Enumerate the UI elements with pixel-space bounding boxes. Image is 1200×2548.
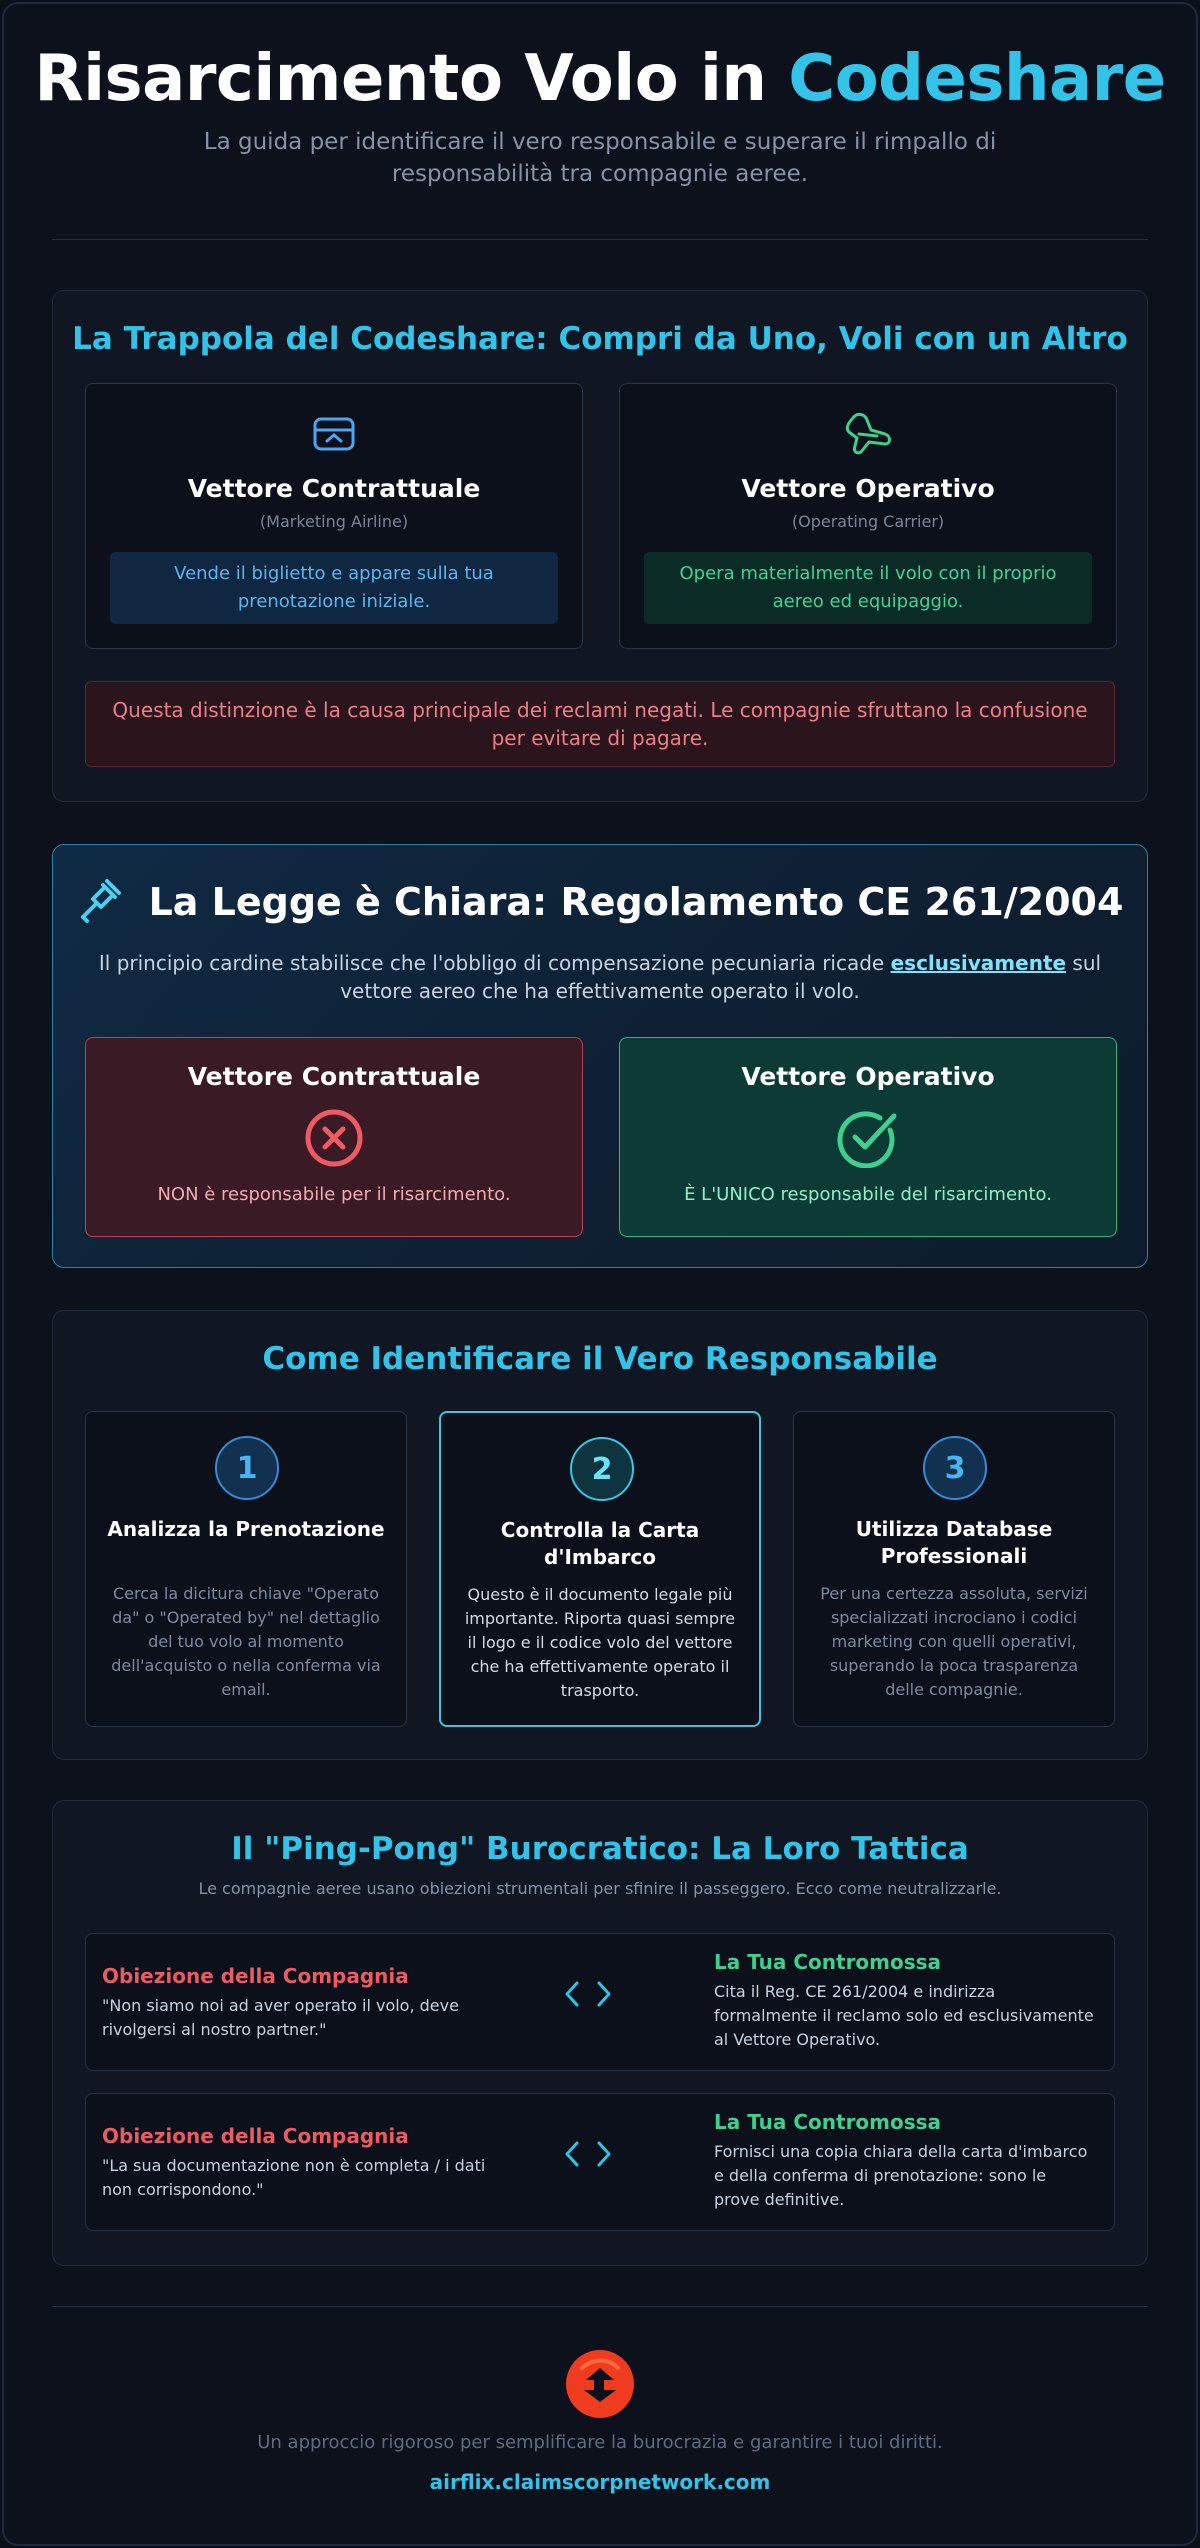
responsible-text: È L'UNICO responsabile del risarcimento. [684, 1184, 1052, 1205]
step-number: 1 [215, 1436, 279, 1500]
identify-section [52, 1310, 1148, 1760]
step-number: 2 [570, 1437, 634, 1501]
response-text: Fornisci una copia chiara della carta d'imbarco e della conferma di prenotazione: sono le prove definitive. [714, 2142, 1088, 2209]
contractual-carrier-card [85, 383, 583, 649]
responsible-title: Vettore Operativo [741, 1062, 995, 1091]
title-accent: Codeshare [788, 42, 1166, 116]
trap-section [52, 290, 1148, 802]
objection-label: Obiezione della Compagnia [102, 1964, 409, 1988]
trap-warning: Questa distinzione è la causa principale dei reclami negati. Le compagnie sfruttano la confusione per evitare di pagare. [85, 681, 1115, 767]
check-circle-icon [620, 1108, 1116, 1168]
not-responsible-title: Vettore Contrattuale [187, 1062, 481, 1091]
step-description: Cerca la dicitura chiave "Operato da" o "Operated by" nel dettaglio del tuo volo al momento dell'acquisto o nella conferma via email. [111, 1584, 381, 1699]
law-heading [53, 877, 1147, 927]
response-label: La Tua Contromossa [714, 2110, 942, 2134]
contractual-subtitle: (Marketing Airline) [259, 512, 409, 531]
footer-text: Un approccio rigoroso per semplificare la burocrazia e garantire i tuoi diritti. [257, 2432, 943, 2453]
law-desc-part: Il principio cardine stabilisce che l'obbligo di compensazione pecuniaria ricade [98, 951, 891, 975]
step-title: Analizza la Prenotazione [107, 1517, 385, 1541]
page-subtitle: La guida per identificare il vero responsabile e superare il rimpallo di responsabilità tra compagnie aeree. [203, 129, 997, 187]
operating-description: Opera materialmente il volo con il proprio aereo ed equipaggio. [644, 552, 1092, 624]
objection-text: "La sua documentazione non è completa / i dati non corrispondono." [102, 2156, 486, 2199]
x-circle-icon [86, 1108, 582, 1168]
step-description: Questo è il documento legale più importante. Riporta quasi sempre il logo e il codice volo del vettore che ha effettivamente operato il trasporto. [464, 1585, 736, 1700]
law-desc-part: sul vettore aereo che ha effettivamente operato il volo. [340, 951, 1102, 1003]
step-number: 3 [923, 1436, 987, 1500]
objection-row [85, 1933, 1115, 2071]
footer-divider [52, 2306, 1148, 2307]
pingpong-section [52, 1800, 1148, 2266]
operating-carrier-card [619, 383, 1117, 649]
not-responsible-text: NON è responsabile per il risarcimento. [157, 1184, 511, 1205]
not-responsible-card [85, 1037, 583, 1237]
gavel-icon [77, 877, 123, 927]
contractual-description: Vende il biglietto e appare sulla tua prenotazione iniziale. [110, 552, 558, 624]
responsible-card [619, 1037, 1117, 1237]
objection-row [85, 2093, 1115, 2231]
trap-title: La Trappola del Codeshare: Compri da Uno, Voli con un Altro [72, 321, 1128, 357]
identify-title: Come Identificare il Vero Responsabile [262, 1341, 938, 1377]
airplane-icon [620, 410, 1116, 456]
page-title [0, 42, 1200, 116]
step-card-highlighted [439, 1411, 761, 1727]
law-desc-emphasis: esclusivamente [890, 951, 1067, 975]
operating-subtitle: (Operating Carrier) [791, 512, 945, 531]
title-main: Risarcimento Volo in [34, 42, 789, 116]
pingpong-subtitle: Le compagnie aeree usano obiezioni strumentali per sfinire il passeggero. Ecco come neutralizzarle. [198, 1879, 1002, 1898]
step-title: Utilizza Database Professionali [855, 1517, 1053, 1568]
code-arrows-icon [564, 1980, 612, 2008]
pingpong-title: Il "Ping-Pong" Burocratico: La Loro Tattica [231, 1831, 969, 1867]
header-divider [52, 239, 1148, 240]
response-label: La Tua Contromossa [714, 1950, 942, 1974]
operating-title: Vettore Operativo [741, 474, 995, 503]
code-arrows-icon [564, 2140, 612, 2168]
law-description [93, 949, 1107, 1005]
step-description: Per una certezza assoluta, servizi specializzati incrociano i codici marketing con quelli operativi, superando la poca trasparenza delle compagnie. [820, 1584, 1088, 1699]
contractual-title: Vettore Contrattuale [187, 474, 481, 503]
step-title: Controlla la Carta d'Imbarco [500, 1518, 700, 1569]
response-text: Cita il Reg. CE 261/2004 e indirizza formalmente il reclamo solo ed esclusivamente al Vettore Operativo. [714, 1982, 1094, 2049]
step-card [85, 1411, 407, 1727]
objection-text: "Non siamo noi ad aver operato il volo, deve rivolgersi al nostro partner." [102, 1996, 459, 2039]
step-card [793, 1411, 1115, 1727]
law-title: La Legge è Chiara: Regolamento CE 261/2004 [148, 880, 1124, 924]
ticket-icon [86, 414, 582, 454]
claimscorp-logo [564, 2348, 636, 2420]
law-section [52, 844, 1148, 1268]
footer-website-link[interactable]: airflix.claimscorpnetwork.com [429, 2470, 771, 2494]
objection-label: Obiezione della Compagnia [102, 2124, 409, 2148]
